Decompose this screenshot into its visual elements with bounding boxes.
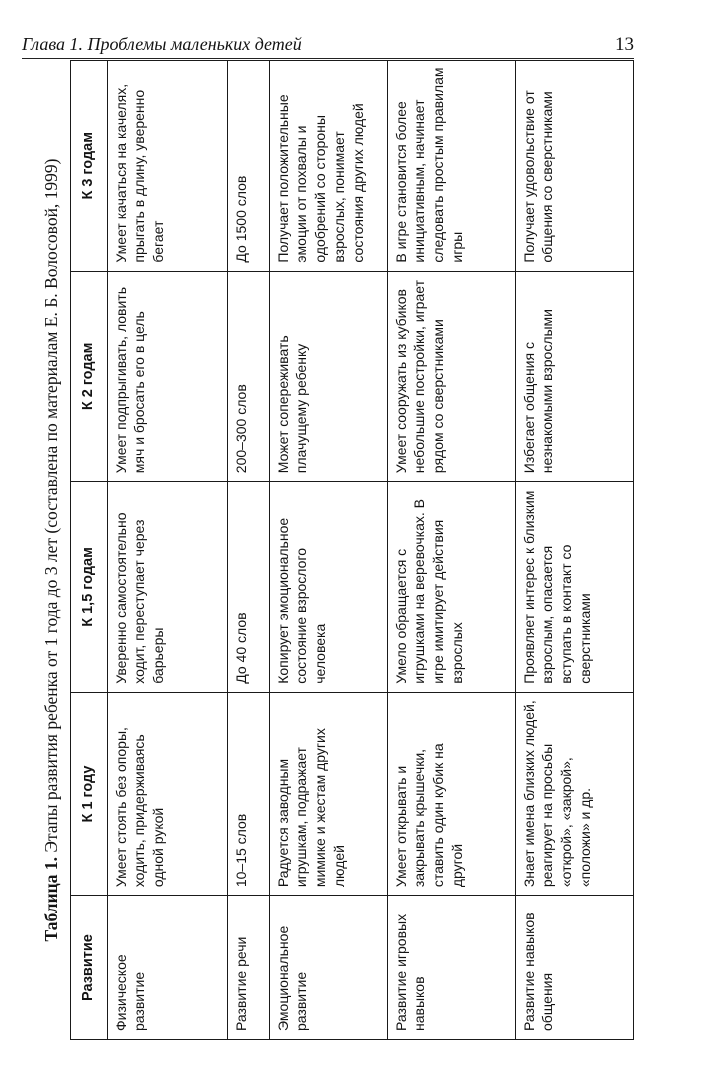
row-label-cell: Развитие речи (227, 896, 269, 1040)
table-cell: Получает удовольствие от общения со сверстниками (515, 61, 633, 272)
header-cell: К 2 годам (71, 271, 108, 482)
table-row (515, 61, 633, 1040)
running-head (22, 30, 634, 59)
table-row (227, 61, 269, 1040)
table-cell: Умело обращается с игрушками на веревочках. В игре имитирует действия взрослых (387, 482, 515, 693)
table-cell: 10–15 слов (227, 692, 269, 895)
row-label-cell: Физическое развитие (107, 896, 227, 1040)
header-cell: К 1 году (71, 692, 108, 895)
table-cell: Копирует эмоциональное состояние взрослого человека (269, 482, 387, 693)
table-cell: Избегает общения с незнакомыми взрослыми (515, 271, 633, 482)
table-cell: Знает имена близких людей, реагирует на просьбы «открой», «закрой», «положи» и др. (515, 692, 633, 895)
table-cell: До 40 слов (227, 482, 269, 693)
table-cell: Может сопереживать плачущему ребенку (269, 271, 387, 482)
header-cell: К 1,5 годам (71, 482, 108, 693)
table-cell: Проявляет интерес к близким взрослым, опасается вступать в контакт со сверстниками (515, 482, 633, 693)
page-number: 13 (615, 34, 634, 55)
row-label-cell: Эмоциональное развитие (269, 896, 387, 1040)
table-cell: В игре становится более инициативным, начинает следовать простым правилам игры (387, 61, 515, 272)
row-label-cell: Развитие игровых навыков (387, 896, 515, 1040)
table-caption-text: Этапы развития ребенка от 1 года до 3 лет (составлена по материалам Е. Б. Волосовой, 1999) (41, 158, 61, 853)
table-caption-label: Таблица 1. (41, 856, 61, 942)
row-label-cell: Развитие навыков общения (515, 896, 633, 1040)
table-cell: Уверенно самостоятельно ходит, переступает через барьеры (107, 482, 227, 693)
table-cell: Умеет сооружать из кубиков небольшие постройки, играет рядом со сверстниками (387, 271, 515, 482)
header-cell: К 3 годам (71, 61, 108, 272)
table-header-row (71, 61, 108, 1040)
table-cell: До 1500 слов (227, 61, 269, 272)
development-table (70, 60, 634, 1040)
rotated-table-block (34, 60, 624, 1040)
chapter-title: Глава 1. Проблемы маленьких детей (22, 34, 302, 54)
table-cell: 200–300 слов (227, 271, 269, 482)
table-row (387, 61, 515, 1040)
header-cell: Развитие (71, 896, 108, 1040)
table-cell: Радуется заводным игрушкам, подражает мимике и жестам других людей (269, 692, 387, 895)
table-cell: Умеет стоять без опоры, ходить, придерживаясь одной рукой (107, 692, 227, 895)
table-cell: Умеет открывать и закрывать крышечки, ставить один кубик на другой (387, 692, 515, 895)
table-cell: Получает положительные эмоции от похвалы и одобрений со стороны взрослых, понимает состояния других людей (269, 61, 387, 272)
table-caption (34, 60, 70, 1040)
table-cell: Умеет подпрыгивать, ловить мяч и бросать его в цель (107, 271, 227, 482)
table-row (269, 61, 387, 1040)
table-row (107, 61, 227, 1040)
table-cell: Умеет качаться на качелях, прыгать в длину, уверенно бегает (107, 61, 227, 272)
